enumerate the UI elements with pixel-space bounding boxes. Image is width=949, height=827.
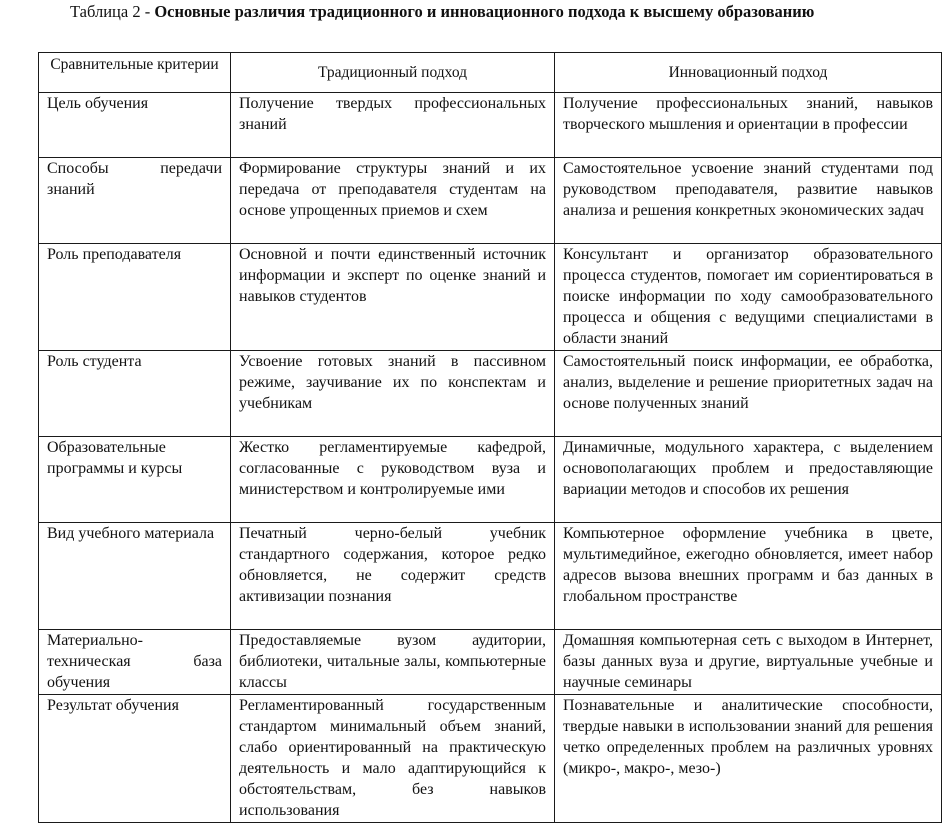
innovative-cell: Консультант и организатор образовательного процесса студентов, помогает им сориентироваться в поиске информации по ходу самообразовательного процесса и общения с ведущими специалистами в области знаний [555, 244, 942, 351]
caption-number: Таблица 2 - [70, 2, 151, 21]
table-caption [40, 2, 940, 22]
innovative-cell: Самостоятельный поиск информации, ее обработка, анализ, выделение и решение приоритетных задач на основе полученных знаний [555, 351, 942, 437]
criterion-cell: Образовательные программы и курсы [39, 437, 231, 523]
comparison-table [38, 52, 942, 823]
criterion-cell: Способы передачи знаний [39, 158, 231, 244]
innovative-cell: Динамичные, модульного характера, с выделением основополагающих проблем и предоставляющие вариации методов и способов их решения [555, 437, 942, 523]
traditional-cell: Формирование структуры знаний и их передача от преподавателя студентам на основе упрощенных приемов и схем [231, 158, 555, 244]
table-row [39, 695, 942, 823]
header-criteria: Сравнительные критерии [39, 53, 231, 93]
traditional-cell: Предоставляемые вузом аудитории, библиотеки, читальные залы, компьютерные классы [231, 630, 555, 695]
table-row [39, 158, 942, 244]
traditional-cell: Усвоение готовых знаний в пассивном режиме, заучивание их по конспектам и учебникам [231, 351, 555, 437]
criterion-cell: Результат обучения [39, 695, 231, 823]
table-row [39, 93, 942, 158]
table-row [39, 351, 942, 437]
table-row [39, 630, 942, 695]
traditional-cell: Получение твердых профессиональных знаний [231, 93, 555, 158]
criterion-cell: Цель обучения [39, 93, 231, 158]
table-row [39, 523, 942, 630]
innovative-cell: Домашняя компьютерная сеть с выходом в Интернет, базы данных вуза и другие, виртуальные учебные и научные семинары [555, 630, 942, 695]
header-traditional: Традиционный подход [231, 53, 555, 93]
traditional-cell: Печатный черно-белый учебник стандартного содержания, которое редко обновляется, не содержит средств активизации познания [231, 523, 555, 630]
traditional-cell: Жестко регламентируемые кафедрой, согласованные с руководством вуза и министерством и контролируемые ими [231, 437, 555, 523]
innovative-cell: Познавательные и аналитические способности, твердые навыки в использовании знаний для решения четко определенных проблем на различных уровнях (микро-, макро-, мезо-) [555, 695, 942, 823]
criterion-cell: Роль преподавателя [39, 244, 231, 351]
criterion-cell: Вид учебного материала [39, 523, 231, 630]
innovative-cell: Компьютерное оформление учебника в цвете, мультимедийное, ежегодно обновляется, имеет набор адресов вызова внешних программ и баз данных в глобальном пространстве [555, 523, 942, 630]
table-row [39, 437, 942, 523]
criterion-cell: Материально-техническая база обучения [39, 630, 231, 695]
header-innovative: Инновационный подход [555, 53, 942, 93]
traditional-cell: Регламентированный государственным стандартом минимальный объем знаний, слабо ориентированный на практическую деятельность и мало адаптирующийся к обстоятельствам, без навыков использования [231, 695, 555, 823]
innovative-cell: Самостоятельное усвоение знаний студентами под руководством преподавателя, развитие навыков анализа и решения конкретных экономических задач [555, 158, 942, 244]
innovative-cell: Получение профессиональных знаний, навыков творческого мышления и ориентации в профессии [555, 93, 942, 158]
traditional-cell: Основной и почти единственный источник информации и эксперт по оценке знаний и навыков студентов [231, 244, 555, 351]
criterion-cell: Роль студента [39, 351, 231, 437]
caption-title: Основные различия традиционного и инновационного подхода к высшему образованию [154, 2, 815, 21]
table-row [39, 244, 942, 351]
table-header-row [39, 53, 942, 93]
